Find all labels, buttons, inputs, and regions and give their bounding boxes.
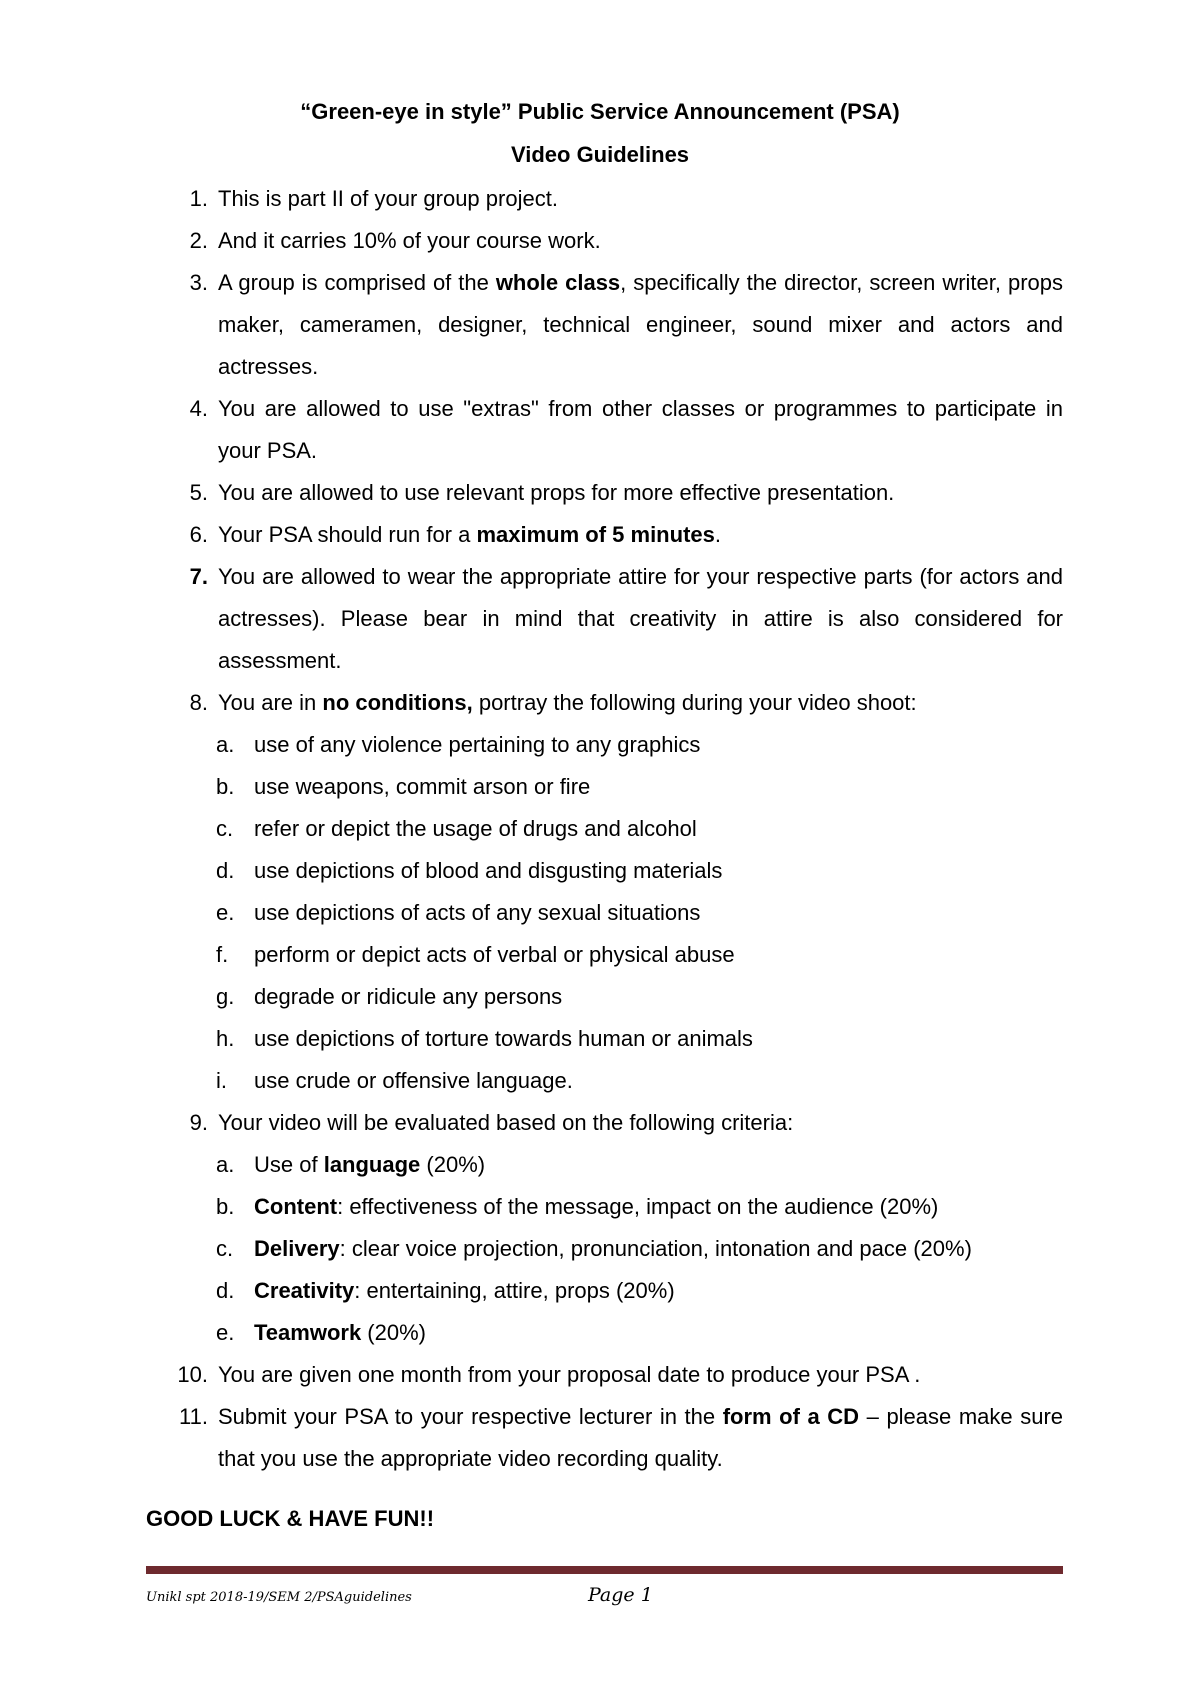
item-text: perform or depict acts of verbal or physical abuse xyxy=(254,942,735,967)
list-item-6 xyxy=(189,514,1063,556)
sub-item-8g xyxy=(216,976,1063,1018)
item-text: Teamwork (20%) xyxy=(254,1320,426,1345)
item-text: You are allowed to wear the appropriate attire for your respective parts (for actors and actresses). Please bear in mind that creativity in attire is also considered for assessment. xyxy=(218,564,1063,673)
item-letter: e. xyxy=(216,1320,235,1345)
item-text: degrade or ridicule any persons xyxy=(254,984,563,1009)
item-number: 1. xyxy=(189,186,208,211)
item-text: refer or depict the usage of drugs and alcohol xyxy=(254,816,697,841)
item-letter: g. xyxy=(216,984,235,1009)
item-text: use depictions of acts of any sexual situations xyxy=(254,900,701,925)
list-item-5 xyxy=(189,472,1063,514)
item-text: And it carries 10% of your course work. xyxy=(218,228,601,253)
item-text: Content: effectiveness of the message, impact on the audience (20%) xyxy=(254,1194,939,1219)
item-text: This is part II of your group project. xyxy=(218,186,558,211)
footer-divider xyxy=(146,1566,1063,1574)
item-number: 3. xyxy=(189,270,208,295)
item-text: Use of language (20%) xyxy=(254,1152,486,1177)
footer-page-number: Page 1 xyxy=(588,1584,653,1606)
emphasis: language xyxy=(323,1152,421,1177)
sub-item-9a xyxy=(216,1144,1063,1186)
sub-item-8c xyxy=(216,808,1063,850)
sub-item-8d xyxy=(216,850,1063,892)
item-text: You are allowed to use "extras" from other classes or programmes to participate in your PSA. xyxy=(218,396,1063,463)
item-text: A group is comprised of the whole class, specifically the director, screen writer, props maker, cameramen, designer, technical engineer, sound mixer and actors and actresses. xyxy=(218,270,1064,379)
emphasis: form of a CD xyxy=(722,1404,860,1429)
emphasis: Teamwork xyxy=(254,1320,362,1345)
item-text: Your PSA should run for a maximum of 5 minutes. xyxy=(218,522,721,547)
sub-item-9b xyxy=(216,1186,1063,1228)
emphasis: whole class xyxy=(495,270,621,295)
list-item-7 xyxy=(189,556,1063,682)
list-item-4 xyxy=(189,388,1063,472)
sub-item-9e xyxy=(216,1312,1063,1354)
sub-item-8h xyxy=(216,1018,1063,1060)
list-item-10 xyxy=(177,1354,1063,1396)
item-letter: f. xyxy=(216,942,229,967)
footer-document-ref: Unikl spt 2018-19/SEM 2/PSAguidelines xyxy=(146,1590,412,1605)
closing-message: GOOD LUCK & HAVE FUN!! xyxy=(146,1506,435,1531)
emphasis: Content xyxy=(254,1194,338,1219)
item-number: 9. xyxy=(189,1110,208,1135)
item-letter: h. xyxy=(216,1026,235,1051)
item-letter: a. xyxy=(216,1152,235,1177)
list-item-11 xyxy=(179,1396,1064,1480)
emphasis: maximum of 5 minutes xyxy=(476,522,715,547)
emphasis: Delivery xyxy=(254,1236,340,1261)
sub-item-8f xyxy=(216,934,1063,976)
list-item-2 xyxy=(189,220,1063,262)
item-text: Your video will be evaluated based on the following criteria: xyxy=(218,1110,794,1135)
item-text: Submit your PSA to your respective lecturer in the form of a CD – please make sure that you use the appropriate video recording quality. xyxy=(218,1404,1064,1471)
emphasis: Creativity xyxy=(254,1278,355,1303)
item-text: Delivery: clear voice projection, pronunciation, intonation and pace (20%) xyxy=(254,1236,972,1261)
item-number: 4. xyxy=(189,396,208,421)
sub-item-9d xyxy=(216,1270,1063,1312)
title-line-1: “Green-eye in style” Public Service Announcement (PSA) xyxy=(300,99,900,124)
sub-item-8a xyxy=(216,724,1063,766)
title-line-2: Video Guidelines xyxy=(510,142,690,167)
item-letter: d. xyxy=(216,858,235,883)
item-letter: a. xyxy=(216,732,235,757)
item-text: use weapons, commit arson or fire xyxy=(254,774,591,799)
emphasis: no conditions, xyxy=(322,690,473,715)
item-letter: i. xyxy=(216,1068,227,1093)
item-letter: e. xyxy=(216,900,235,925)
sub-item-8e xyxy=(216,892,1063,934)
item-text: You are given one month from your proposal date to produce your PSA . xyxy=(218,1362,921,1387)
item-number: 6. xyxy=(189,522,208,547)
item-number: 2. xyxy=(189,228,208,253)
list-item-9 xyxy=(189,1102,1063,1144)
item-letter: c. xyxy=(216,816,234,841)
item-number: 8. xyxy=(189,690,208,715)
item-text: use of any violence pertaining to any graphics xyxy=(254,732,701,757)
item-number: 5. xyxy=(189,480,208,505)
item-letter: c. xyxy=(216,1236,234,1261)
list-item-8 xyxy=(189,682,1063,724)
item-text: You are allowed to use relevant props for more effective presentation. xyxy=(218,480,895,505)
sub-item-9c xyxy=(216,1228,1063,1270)
item-letter: b. xyxy=(216,774,235,799)
item-text: You are in no conditions, portray the following during your video shoot: xyxy=(218,690,917,715)
item-text: use depictions of blood and disgusting materials xyxy=(254,858,723,883)
item-number: 11. xyxy=(179,1404,208,1429)
item-text: use depictions of torture towards human or animals xyxy=(254,1026,753,1051)
item-letter: b. xyxy=(216,1194,235,1219)
sub-item-8b xyxy=(216,766,1063,808)
item-text: Creativity: entertaining, attire, props (20%) xyxy=(254,1278,675,1303)
list-item-3 xyxy=(189,262,1064,388)
item-number: 7. xyxy=(189,564,208,589)
item-letter: d. xyxy=(216,1278,235,1303)
item-text: use crude or offensive language. xyxy=(254,1068,573,1093)
list-item-1 xyxy=(189,178,1063,220)
sub-item-8i xyxy=(216,1060,1063,1102)
item-number: 10. xyxy=(177,1362,208,1387)
